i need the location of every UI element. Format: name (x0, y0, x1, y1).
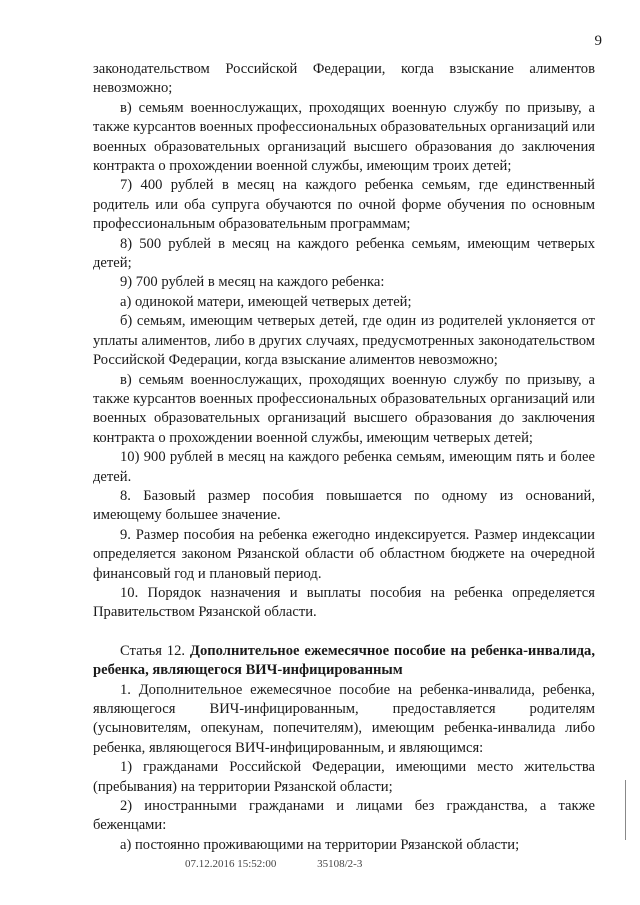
paragraph: 9. Размер пособия на ребенка ежегодно индексируется. Размер индексации определяется законом Рязанской области об областном бюджете на очередной финансовый год и плановый период. (93, 526, 595, 582)
article-paragraph-list (93, 681, 595, 856)
paragraph: 1. Дополнительное ежемесячное пособие на ребенка-инвалида, ребенка, являющегося ВИЧ-инфицированным, предоставляется родителям (усыновителям, опекунам, попечителям), имеющим ребенка-инвалида либо ребенка, являющегося ВИЧ-инфицированным, и являющимся: (93, 681, 595, 756)
paragraph: 1) гражданами Российской Федерации, имеющими место жительства (пребывания) на территории Рязанской области; (93, 759, 595, 795)
paragraph-list (93, 60, 595, 623)
footer-code: 35108/2-3 (317, 858, 363, 870)
footer (185, 858, 400, 870)
article-heading (93, 642, 595, 681)
paragraph: в) семьям военнослужащих, проходящих военную службу по призыву, а также курсантов военных профессиональных образовательных организаций или военных образовательных организаций высшего образования до заключения контракта о прохождении военной службы, имеющим четверых детей; (93, 371, 595, 446)
document-body (93, 60, 595, 855)
article-label: Статья 12. (120, 642, 186, 659)
paragraph: б) семьям, имеющим четверых детей, где один из родителей уклоняется от уплаты алиментов, либо в других случаях, предусмотренных законодательством Российской Федерации, когда взыскание алиментов невозможно; (93, 313, 595, 369)
page-number: 9 (594, 33, 602, 49)
paragraph: 7) 400 рублей в месяц на каждого ребенка семьям, где единственный родитель или оба супруга обучаются по очной форме обучения по основным профессиональным образовательным программам; (93, 177, 595, 233)
paragraph: в) семьям военнослужащих, проходящих военную службу по призыву, а также курсантов военных профессиональных образовательных организаций или военных образовательных организаций высшего образования до заключения контракта о прохождении военной службы, имеющим троих детей; (93, 99, 595, 175)
paragraph: 9) 700 рублей в месяц на каждого ребенка: (120, 274, 385, 291)
margin-mark (625, 780, 626, 840)
article-title: Дополнительное ежемесячное пособие на ребенка-инвалида, ребенка, являющегося ВИЧ-инфицированным (93, 642, 595, 679)
paragraph: 8. Базовый размер пособия повышается по одному из оснований, имеющему большее значение. (93, 487, 595, 524)
paragraph: законодательством Российской Федерации, когда взыскание алиментов невозможно; (93, 61, 595, 97)
paragraph: 10) 900 рублей в месяц на каждого ребенка семьям, имеющим пять и более детей. (93, 449, 595, 485)
paragraph: 10. Порядок назначения и выплаты пособия на ребенка определяется Правительством Рязанской области. (93, 584, 595, 621)
section-gap (93, 623, 595, 642)
paragraph: а) одинокой матери, имеющей четверых детей; (120, 293, 412, 310)
paragraph: 2) иностранными гражданами и лицами без гражданства, а также беженцами: (93, 798, 595, 834)
footer-timestamp: 07.12.2016 15:52:00 (185, 858, 277, 870)
paragraph: а) постоянно проживающими на территории Рязанской области; (120, 836, 520, 853)
paragraph: 8) 500 рублей в месяц на каждого ребенка семьям, имеющим четверых детей; (93, 235, 595, 272)
